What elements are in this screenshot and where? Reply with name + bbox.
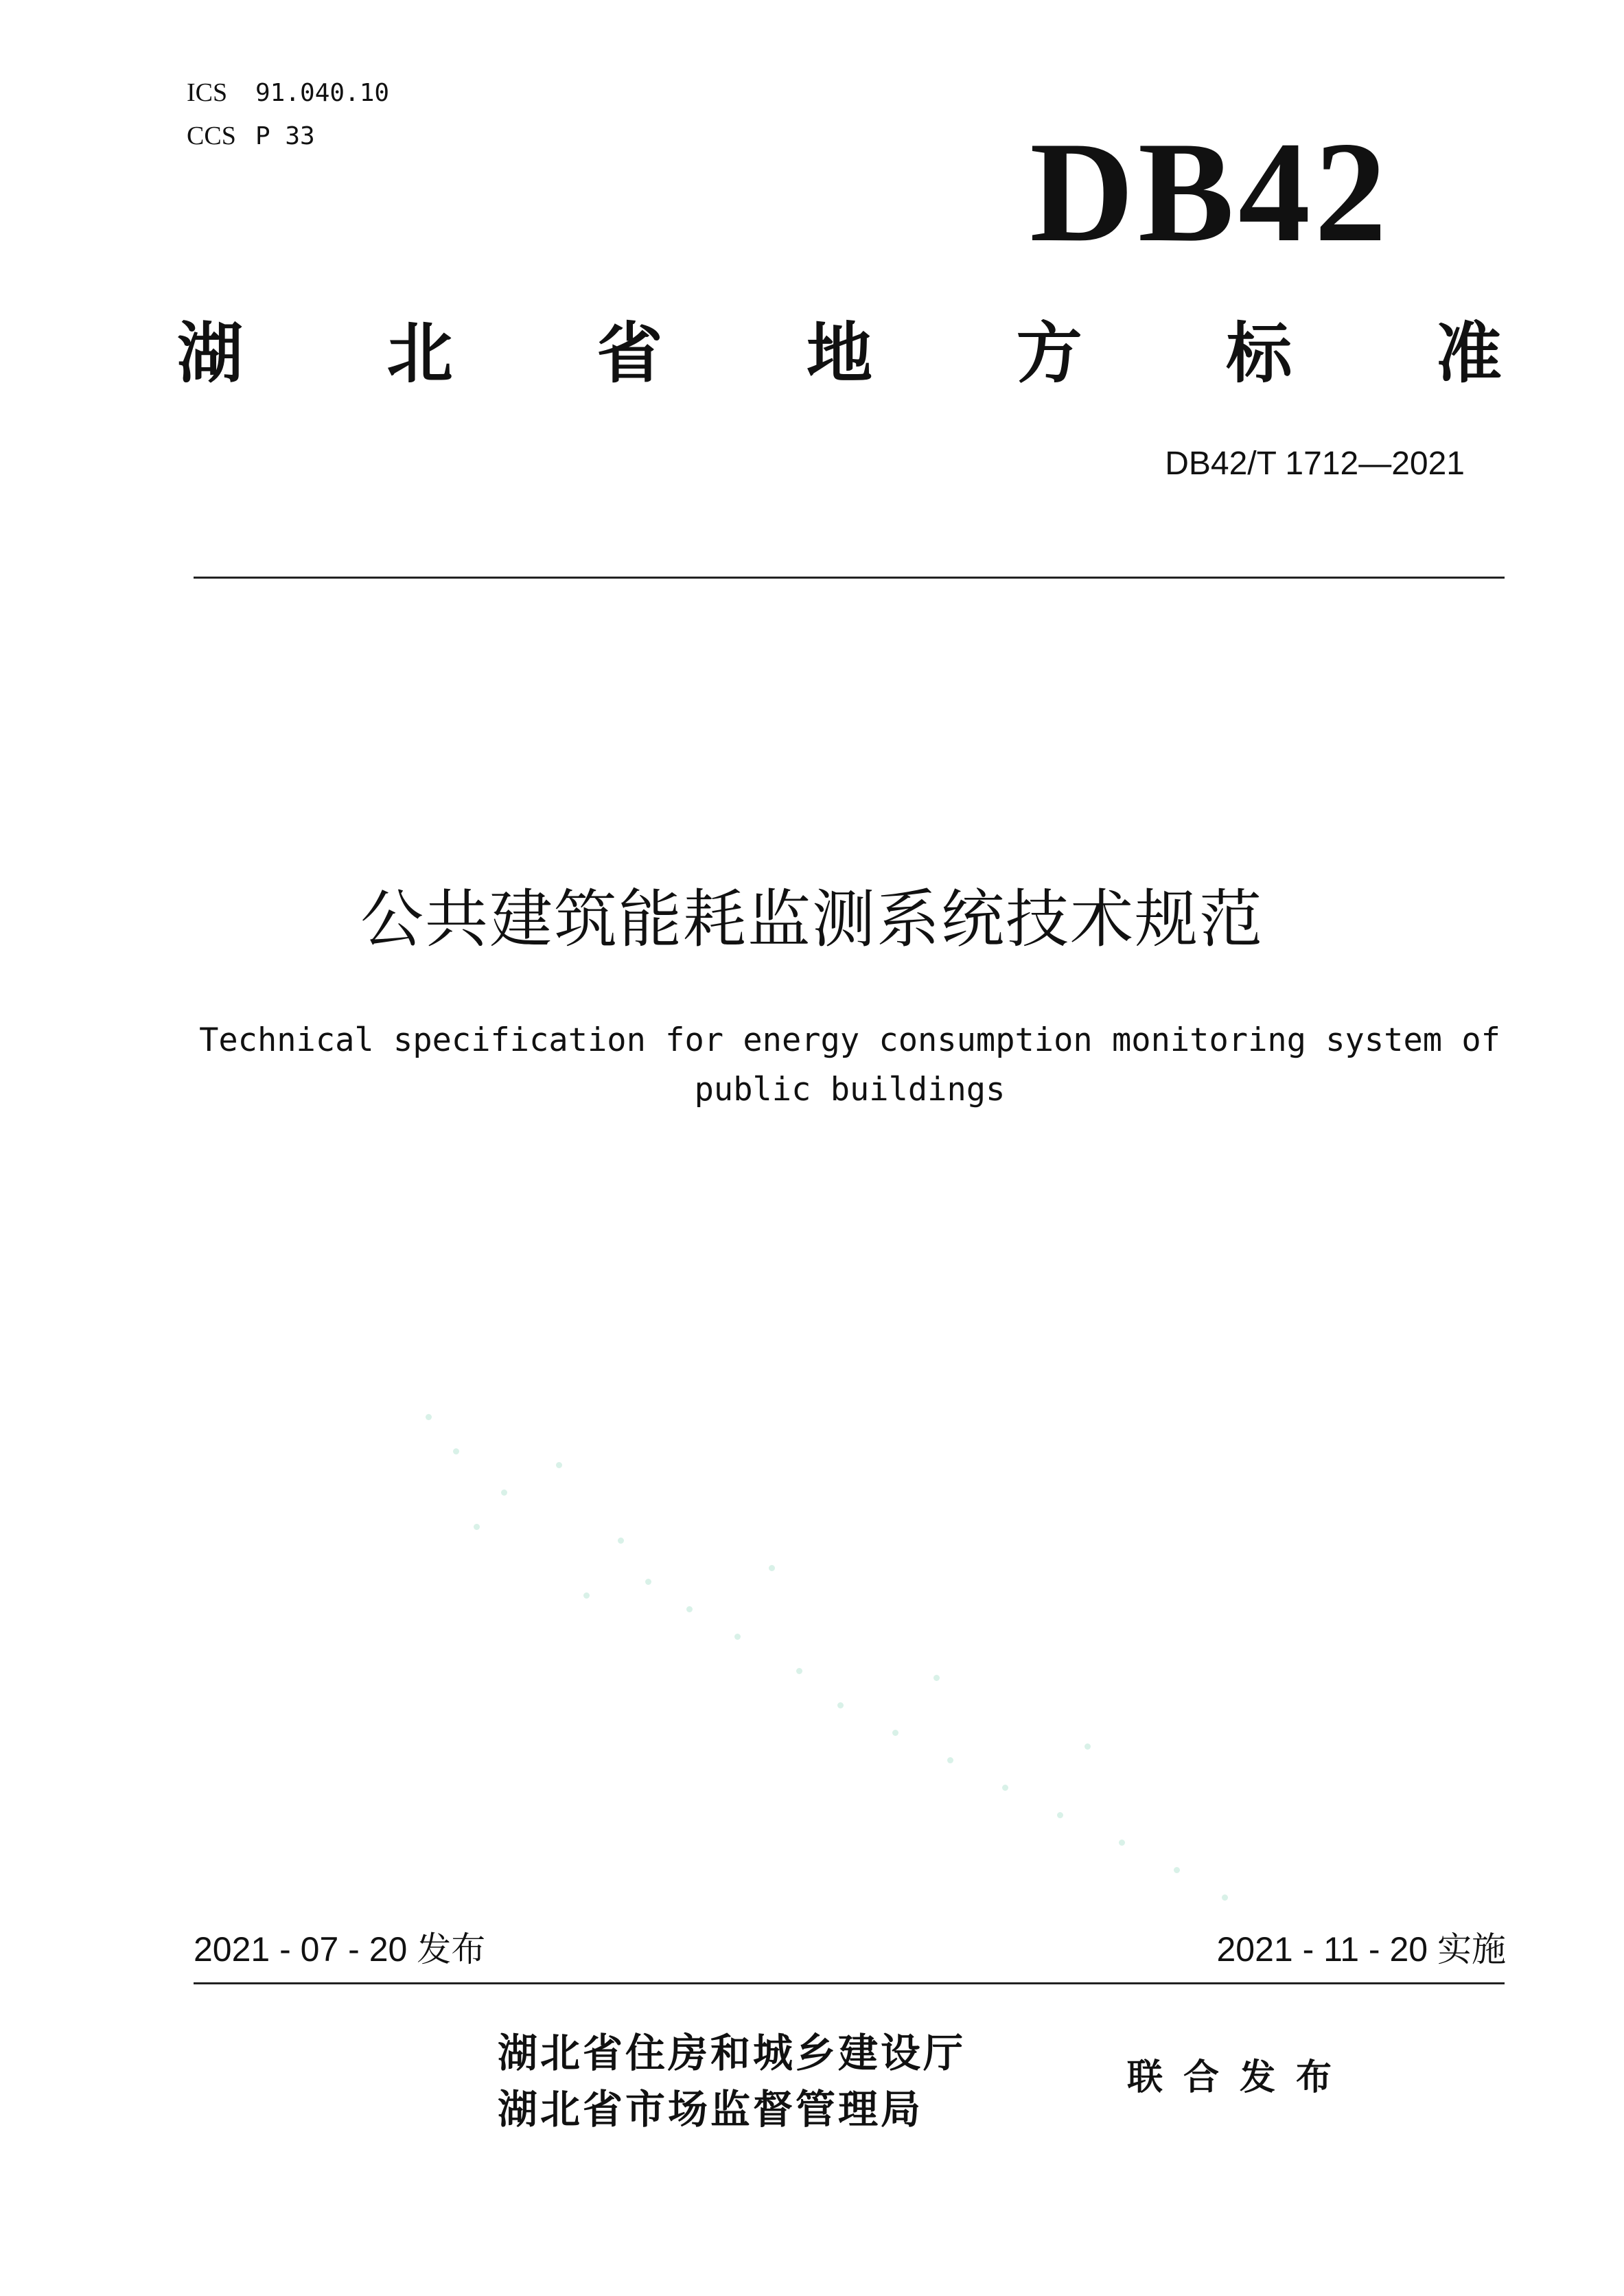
ccs-value: P 33 [255,122,315,150]
standard-number: DB42/T 1712—2021 [1165,445,1465,482]
title-english [194,1016,1505,1115]
title-english-line-2: public buildings [694,1071,1006,1109]
implementation-date-label: 实施 [1437,1929,1506,1969]
ics-label: ICS [187,78,228,107]
category-char: 准 [1435,315,1502,392]
issuing-authority-1: 湖北省住房和城乡建设厅 [498,2030,966,2076]
category-char: 标 [1226,315,1292,392]
category-char: 地 [806,315,872,392]
standard-mark: DB42 [1030,113,1391,272]
watermark-speckles [412,1387,1304,1908]
issue-date [194,1929,485,1970]
top-divider [194,577,1505,579]
bottom-divider [194,1982,1505,1984]
category-char: 方 [1016,315,1082,392]
title-english-line-1: Technical specification for energy consumption monitoring system of [199,1021,1500,1059]
joint-issue-label: 联合发布 [1127,2057,1353,2098]
category-char: 湖 [177,315,243,392]
issue-date-value: 2021 - 07 - 20 [194,1930,408,1969]
ccs-label: CCS [187,121,236,150]
implementation-date [1216,1929,1506,1970]
issue-date-label: 发布 [417,1929,486,1969]
ics-value: 91.040.10 [255,79,390,107]
issuing-authority-2: 湖北省市场监督管理局 [498,2086,924,2133]
issuing-authorities [498,2025,966,2137]
title-chinese: 公共建筑能耗监测系统技术规范 [360,883,1264,956]
category-char: 省 [596,315,663,392]
category-char: 北 [386,315,453,392]
ccs-code [187,120,315,152]
ics-code [187,77,389,108]
implementation-date-value: 2021 - 11 - 20 [1216,1930,1428,1969]
standard-category [177,316,1502,391]
